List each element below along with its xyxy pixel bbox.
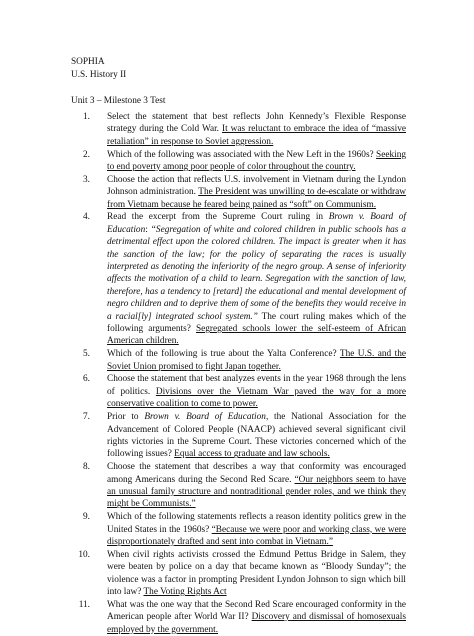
- question-body: [107, 461, 406, 511]
- question-item: [0, 599, 406, 636]
- answer-text: The President was unwilling to de-escalate or withdraw from Vietnam because he feared being pained as “soft” on Communism.: [107, 187, 406, 210]
- answer-text: It was reluctant to embrace the idea of “massive retaliation” in response to Soviet aggression.: [107, 124, 406, 147]
- question-text: Which of the following statements reflects a reason identity politics grew in the United States in the 1960s?: [107, 512, 406, 535]
- question-text-intro: Read the excerpt from the Supreme Court ruling in: [107, 212, 324, 223]
- question-body: [107, 511, 406, 548]
- answer-text: Segregated schools lower the self-esteem of African American children.: [107, 324, 406, 347]
- question-text: When civil rights activists crossed the Edmund Pettus Bridge in Salem, they were beaten by police on a day that became known as “Bloody Sunday”; the violence was a factor in prompting President Lyndon Johnson to sign which bill into law?: [107, 549, 406, 597]
- question-number: 2.: [83, 149, 90, 160]
- question-item: [0, 211, 406, 347]
- question-body: [107, 348, 406, 373]
- answer-text: “Because we were poor and working class, we were disproportionately drafted and sent into combat in Vietnam.”: [107, 524, 406, 547]
- question-item: [0, 511, 406, 548]
- question-number: 1.: [83, 112, 90, 122]
- question-body: [107, 549, 406, 599]
- question-number: 8.: [83, 462, 90, 473]
- question-number: 11.: [78, 599, 90, 610]
- answer-text: The U.S. and the Soviet Union promised to fight Japan together.: [107, 349, 407, 372]
- question-number: 9.: [83, 512, 90, 523]
- answer-text: Divisions over the Vietnam War paved the way for a more conservative coalition to come to power.: [107, 386, 406, 410]
- question-text-intro: Prior to: [107, 412, 139, 423]
- answer-text: Equal access to graduate and law schools.: [174, 449, 330, 460]
- question-text: Choose the action that reflects U.S. involvement in Vietnam during the Lyndon Johnson administration.: [107, 174, 406, 198]
- question-item: [0, 348, 406, 373]
- question-text: What was the one way that the Second Red Scare encouraged conformity in the American people after World War II?: [107, 599, 406, 623]
- question-number: 4.: [83, 212, 90, 223]
- question-item: [0, 149, 406, 174]
- question-text: The court ruling makes which of the following arguments?: [107, 311, 406, 335]
- question-number: 7.: [83, 412, 90, 423]
- question-item: [0, 411, 406, 461]
- question-item: [0, 111, 406, 148]
- case-name: Brown v. Board of Education: [144, 412, 266, 423]
- question-number: 5.: [83, 349, 90, 360]
- question-body: [107, 373, 406, 410]
- question-text: Choose the statement that describes a way that conformity was encouraged among Americans during the Second Red Scare.: [107, 462, 406, 485]
- question-number: 10.: [78, 549, 90, 560]
- answer-text: The Voting Rights Act: [143, 586, 227, 597]
- court-quote: “Segregation of white and colored children in public schools has a detrimental effect upon the colored children. The impact is greater when it has the sanction of the law; for the policy of separating the races is usually interpreted as denoting the inferiority of the negro group. A sense of inferiority affects the motivation of a child to learn. Segregation with the sanction of law, therefore, has a tendency to [retard] the educational and mental development of negro children and to deprive them of some of the benefits they would receive in a racial[ly] integrated school system.”: [107, 224, 406, 322]
- question-text: , the National Association for the Advancement of Colored People (NAACP) achieved several significant civil rights victories in the Supreme Court. These victories concerned which of the following issues?: [107, 412, 406, 460]
- answer-text: “Our neighbors seem to have an unusual family structure and nontraditional gender roles, and we think they might be Communists.”: [107, 474, 406, 510]
- question-body: [107, 149, 406, 174]
- answer-text: Seeking to end poverty among poor people of color throughout the country.: [107, 149, 406, 173]
- question-number: 3.: [83, 174, 90, 185]
- question-item: [0, 373, 406, 410]
- question-number: 6.: [83, 374, 90, 385]
- question-text: Which of the following is true about the Yalta Conference?: [107, 349, 337, 360]
- question-text: Which of the following was associated with the New Left in the 1960s?: [107, 149, 374, 160]
- question-body: [107, 111, 406, 148]
- organization-name: SOPHIA: [71, 57, 105, 67]
- question-body: [107, 211, 406, 347]
- question-item: [0, 549, 406, 599]
- question-item: [0, 461, 406, 511]
- question-text-colon: :: [145, 224, 151, 235]
- question-text: Select the statement that best reflects John Kennedy’s Flexible Response strategy during the Cold War.: [107, 112, 406, 135]
- case-name: Brown v. Board of Education: [107, 212, 407, 235]
- question-body: [107, 174, 406, 211]
- question-item: [0, 174, 406, 211]
- answer-text: Discovery and dismissal of homosexuals employed by the government.: [107, 612, 407, 635]
- question-body: [107, 411, 406, 461]
- question-body: [107, 599, 406, 636]
- test-title: Unit 3 – Milestone 3 Test: [71, 96, 166, 106]
- question-list: [0, 111, 406, 636]
- course-title: U.S. History II: [71, 70, 127, 80]
- question-text: Choose the statement that best analyzes events in the year 1968 through the lens of politics.: [107, 374, 406, 397]
